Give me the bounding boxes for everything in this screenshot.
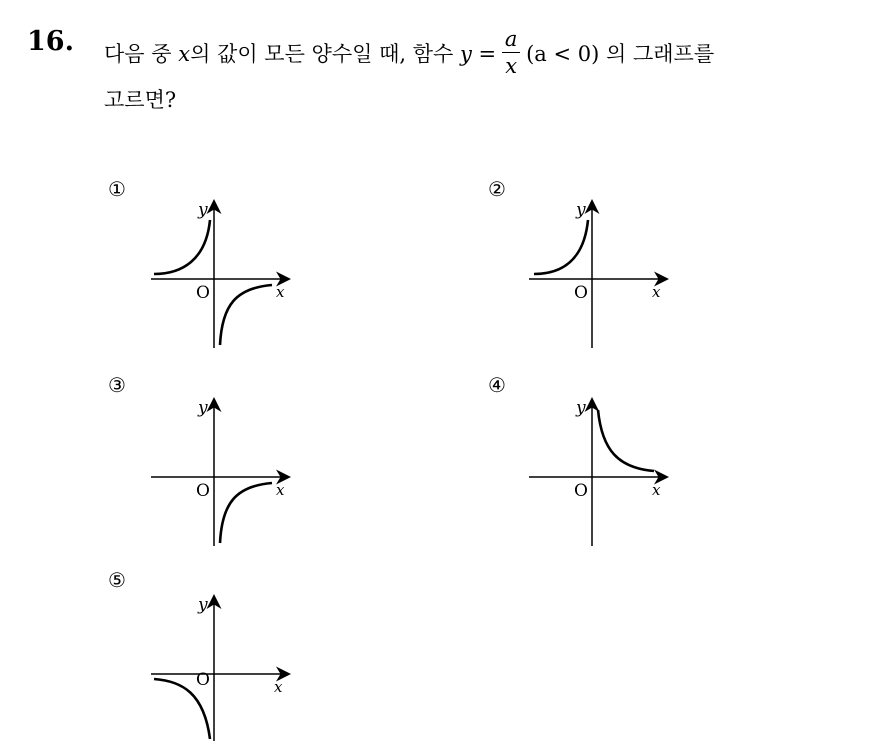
stem-text-b: 의 값이 모든 양수일 때, 함수 <box>190 42 454 67</box>
question-stem-line1 <box>104 27 715 79</box>
x-axis-label: x <box>652 481 661 499</box>
curve-quadrant-1 <box>598 410 654 471</box>
x-axis-label: x <box>276 283 285 301</box>
choice-5-graph[interactable] <box>148 585 298 745</box>
origin-label: O <box>574 283 588 303</box>
origin-label: O <box>196 283 210 303</box>
function-condition: (a < 0) <box>526 42 600 67</box>
fraction-bar <box>502 52 520 53</box>
x-axis-label: x <box>276 481 285 499</box>
y-axis-label: y <box>198 398 208 418</box>
choice-5-marker[interactable]: ⑤ <box>108 568 126 592</box>
choice-2-marker[interactable]: ② <box>488 177 506 201</box>
choice-1-graph[interactable] <box>148 190 298 355</box>
stem-var-x: x <box>178 42 191 67</box>
curve-quadrant-2 <box>154 220 210 274</box>
x-axis-label: x <box>652 283 661 301</box>
y-axis-label: y <box>576 398 586 418</box>
origin-label: O <box>196 481 210 501</box>
choice-1-marker[interactable]: ① <box>108 177 126 201</box>
origin-label: O <box>196 670 210 690</box>
y-axis-label: y <box>198 200 208 220</box>
choice-2-graph[interactable] <box>526 190 676 355</box>
question-number: 16. <box>27 26 74 57</box>
choice-3-graph[interactable] <box>148 388 298 553</box>
choice-4-graph[interactable] <box>526 388 676 553</box>
stem-text-a: 다음 중 <box>104 42 172 67</box>
question-stem-line2: 고르면? <box>104 88 177 112</box>
choice-4-marker[interactable]: ④ <box>488 373 506 397</box>
stem-text-c: 의 그래프를 <box>606 42 715 67</box>
curve-quadrant-4 <box>220 285 272 345</box>
function-lhs: y = <box>459 42 497 67</box>
y-axis-label: y <box>576 200 586 220</box>
curve-quadrant-4 <box>220 483 272 543</box>
fraction-numerator: a <box>504 27 518 51</box>
curve-quadrant-2 <box>534 220 588 274</box>
fraction-a-over-x <box>502 28 520 77</box>
origin-label: O <box>574 481 588 501</box>
choice-3-marker[interactable]: ③ <box>108 373 126 397</box>
y-axis-label: y <box>198 595 208 615</box>
fraction-denominator: x <box>505 54 518 79</box>
x-axis-label: x <box>274 678 283 696</box>
